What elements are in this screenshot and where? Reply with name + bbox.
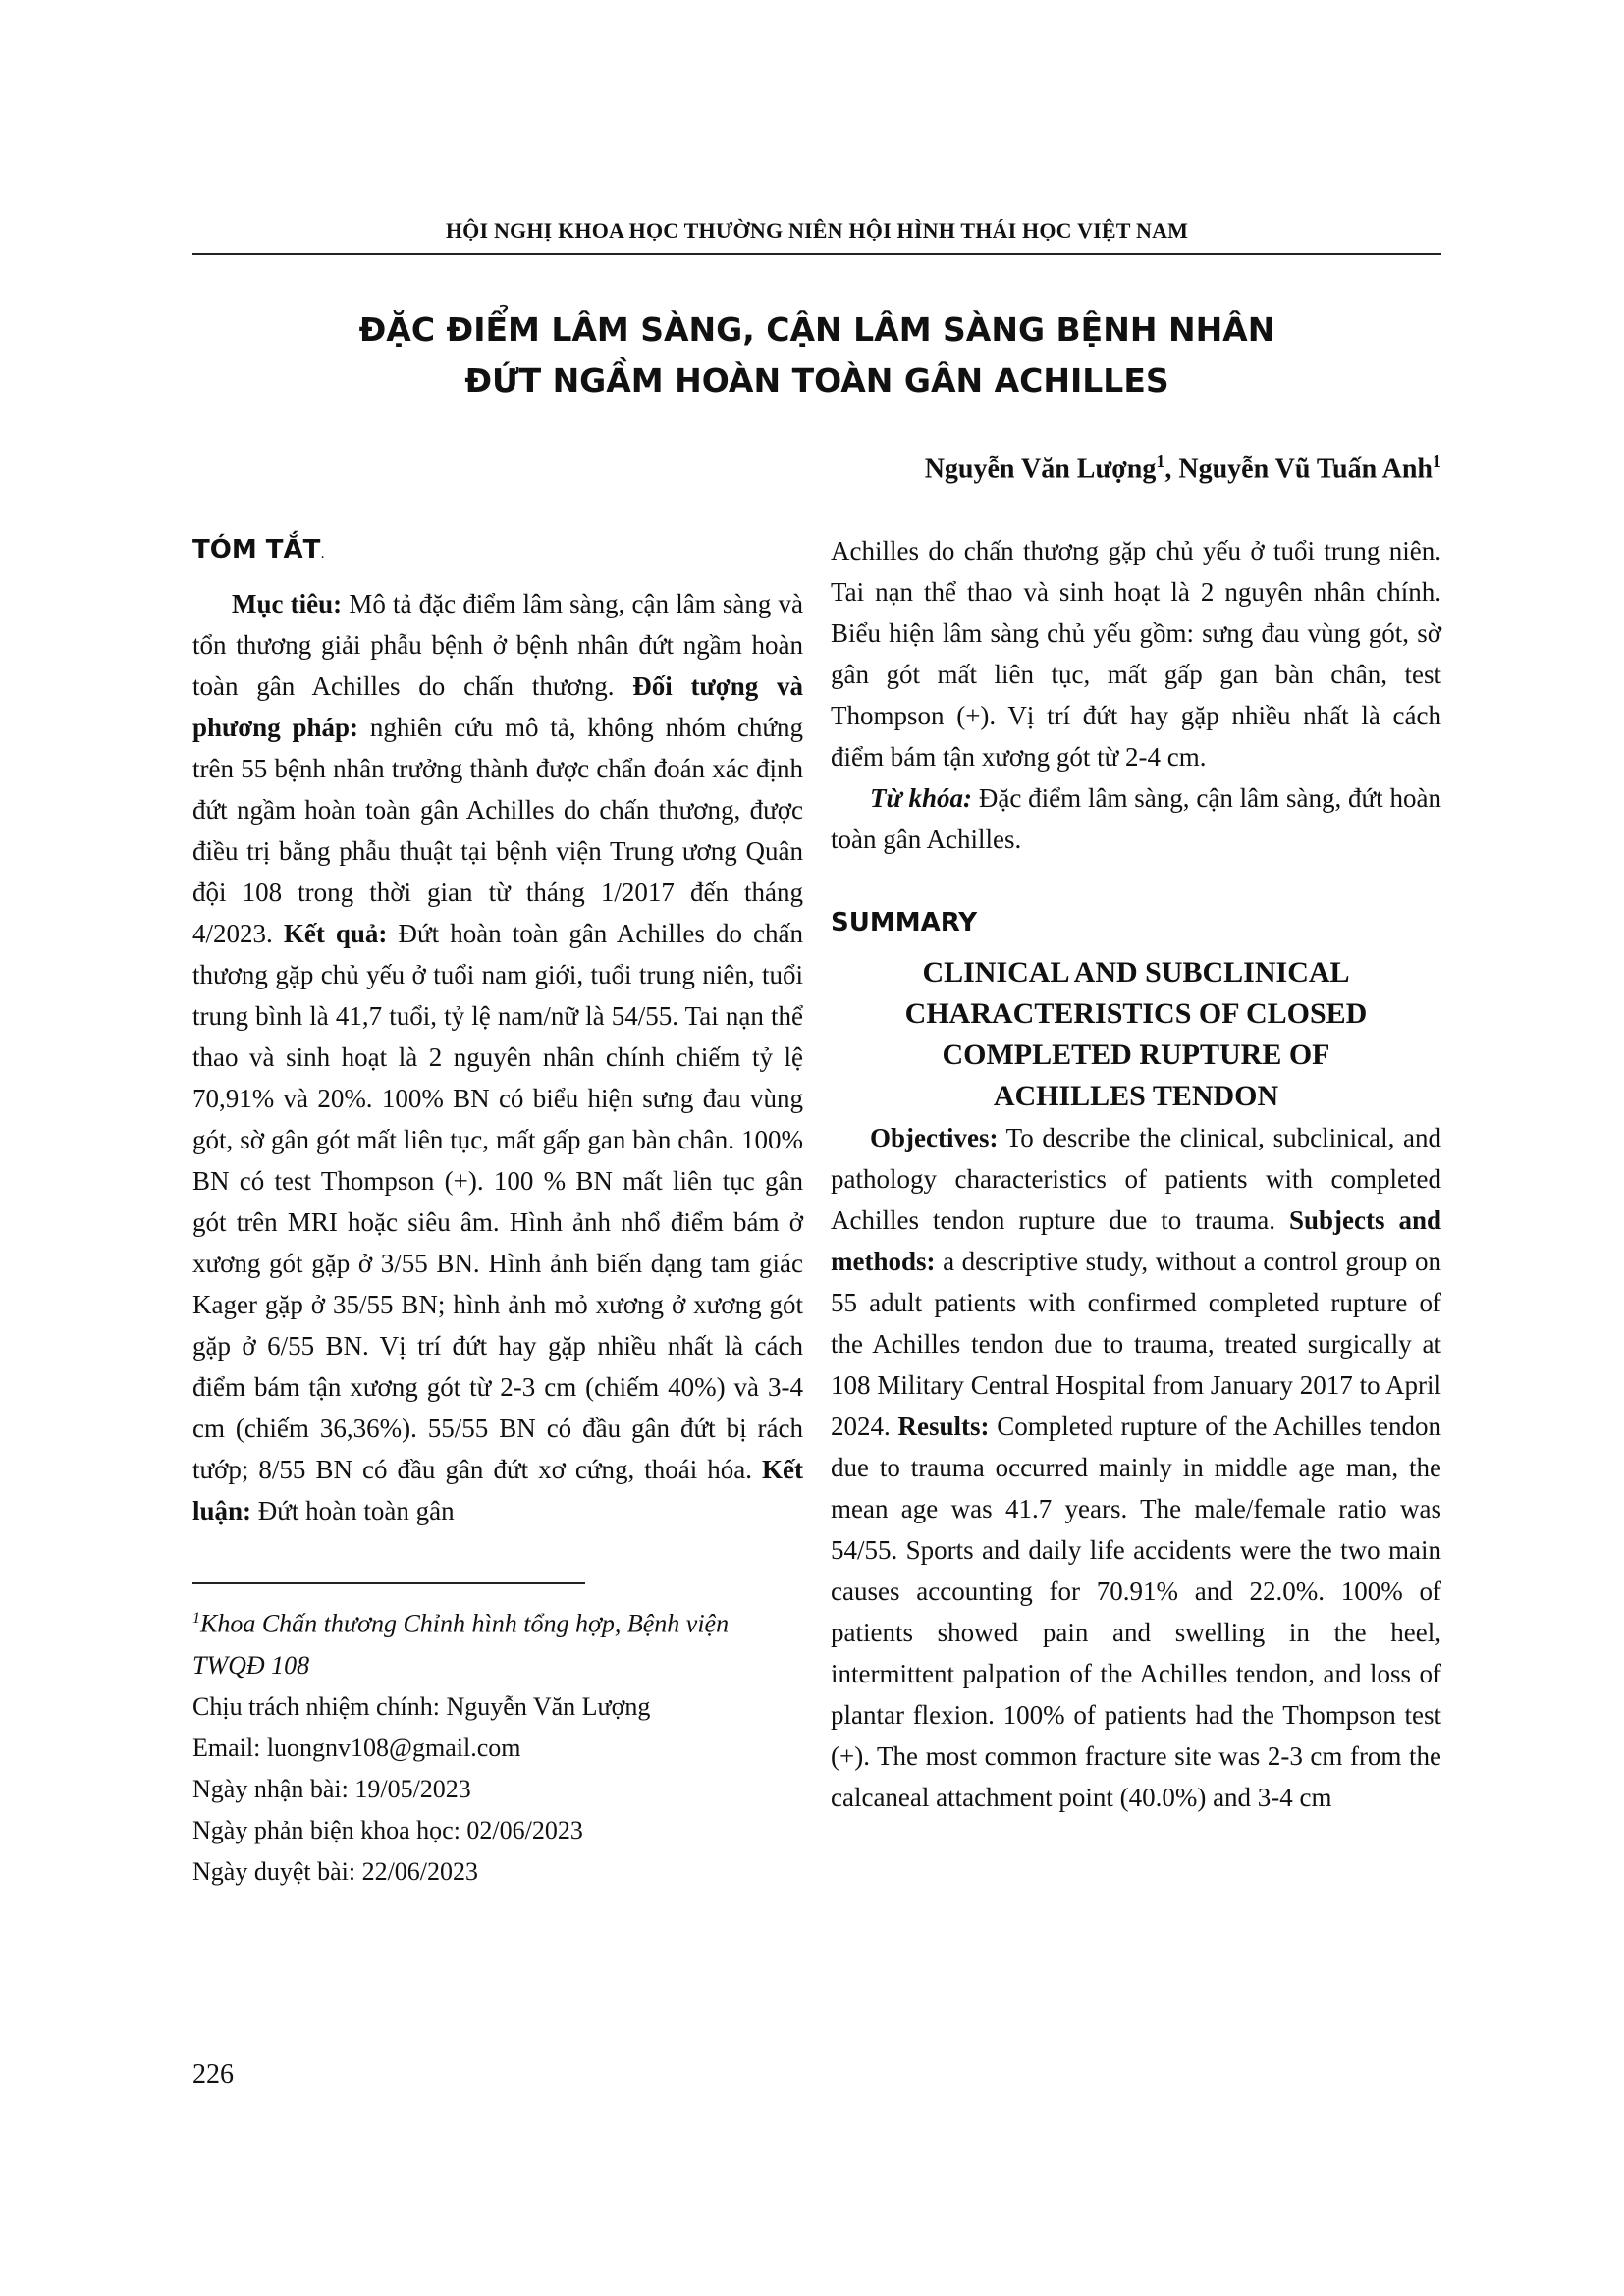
author-list bbox=[925, 452, 1441, 485]
results-text: Đứt hoàn toàn gân Achilles do chấn thương gặp chủ yếu ở tuổi nam giới, tuổi trung niên, tuổi trung bình là 41,7 tuổi, tỷ lệ nam/nữ là 54/55. Tai nạn thể thao và sinh hoạt là 2 nguyên nhân chính chiếm tỷ lệ 70,91% và 20%. 100% BN có biểu hiện sưng đau vùng gót, sờ gân gót mất liên tục, mất gấp gan bàn chân. 100% BN có test Thompson (+). 100 % BN mất liên tục gân gót trên MRI hoặc siêu âm. Hình ảnh nhổ điểm bám ở xương gót gặp ở 3/55 BN. Hình ảnh biến dạng tam giác Kager gặp ở 35/55 BN; hình ảnh mỏ xương ở xương gót gặp ở 6/55 BN. Vị trí đứt hay gặp nhiều nhất là cách điểm bám tận xương gót từ 2-3 cm (chiếm 40%) và 3-4 cm (chiếm 36,36%). 55/55 BN có đầu gân đứt bị rách tướp; 8/55 BN có đầu gân đứt xơ cứng, thoái hóa. bbox=[192, 919, 803, 1484]
objective-label: Mục tiêu: bbox=[232, 589, 343, 618]
footnote-rule bbox=[192, 1582, 585, 1584]
abstract-heading-dot: . bbox=[320, 546, 325, 561]
keywords bbox=[831, 777, 1441, 860]
running-header: HỘI NGHỊ KHOA HỌC THƯỜNG NIÊN HỘI HÌNH THÁI HỌC VIỆT NAM bbox=[445, 218, 1189, 242]
en-results-text: Completed rupture of the Achilles tendon due to trauma occurred mainly in middle age man, the mean age was 41.7 years. The male/female ratio was 54/55. Sports and daily life accidents were the two main causes accounting for 70.91% and 22.0%. 100% of patients showed pain and swelling in the heel, intermittent palpation of the Achilles tendon, and loss of plantar flexion. 100% of patients had the Thompson test (+). The most common fracture site was 2-3 cm from the calcaneal attachment point (40.0%) and 3-4 cm bbox=[831, 1412, 1441, 1812]
methods-label: Đối tượng và phương pháp: bbox=[192, 671, 803, 742]
affiliation-marker: 1 bbox=[192, 1610, 200, 1627]
conclusion-text-start: Đứt hoàn toàn gân bbox=[251, 1496, 455, 1525]
abstract-heading-text: TÓM TẮT bbox=[192, 535, 321, 564]
date-reviewed: Ngày phản biện khoa học: 02/06/2023 bbox=[192, 1815, 583, 1844]
results-label: Kết quả: bbox=[283, 919, 388, 948]
abstract-body bbox=[192, 583, 803, 1531]
right-column bbox=[831, 530, 1441, 1818]
conclusion-continued: Achilles do chấn thương gặp chủ yếu ở tuổi trung niên. Tai nạn thể thao và sinh hoạt là 2 nguyên nhân chính. Biểu hiện lâm sàng chủ yếu gồm: sưng đau vùng gót, sờ gân gót mất liên tục, mất gấp gan bàn chân, test Thompson (+). Vị trí đứt hay gặp nhiều nhất là cách điểm bám tận xương gót từ 2-4 cm. bbox=[831, 536, 1441, 772]
english-title bbox=[831, 952, 1441, 1117]
keywords-label: Từ khóa: bbox=[870, 783, 973, 813]
english-title-line-3: COMPLETED RUPTURE OF bbox=[942, 1039, 1330, 1071]
objective-text: Mô tả đặc điểm lâm sàng, cận lâm sàng và tổn thương giải phẫu bệnh ở bệnh nhân đứt ngầm hoàn toàn gân Achilles do chấn thương. bbox=[192, 589, 804, 701]
affiliation-text: Khoa Chấn thương Chỉnh hình tổng hợp, Bệnh viện TWQĐ 108 bbox=[192, 1609, 730, 1680]
objectives-label: Objectives: bbox=[870, 1123, 999, 1152]
subjects-methods-label: Subjects and methods: bbox=[831, 1205, 1441, 1276]
author-separator: , bbox=[1164, 454, 1179, 485]
affiliation-footnote bbox=[192, 1598, 803, 1686]
corresponding-author: Chịu trách nhiệm chính: Nguyễn Văn Lượng bbox=[192, 1691, 651, 1721]
title-line-1: ĐẶC ĐIỂM LÂM SÀNG, CẬN LÂM SÀNG BỆNH NHÂN bbox=[358, 310, 1275, 348]
date-received: Ngày nhận bài: 19/05/2023 bbox=[192, 1774, 471, 1803]
subjects-methods-text: a descriptive study, without a control group on 55 adult patients with confirmed completed rupture of the Achilles tendon due to trauma, treated surgically at 108 Military Central Hospital from January 2017 to April 2024. bbox=[831, 1247, 1441, 1441]
conclusion-label: Kết luận: bbox=[192, 1455, 803, 1525]
en-results-label: Results: bbox=[897, 1412, 990, 1441]
left-column bbox=[192, 530, 803, 1893]
summary-body bbox=[831, 1117, 1441, 1818]
paper-title bbox=[192, 304, 1441, 406]
header-rule bbox=[192, 253, 1441, 255]
english-title-line-2: CHARACTERISTICS OF CLOSED bbox=[904, 997, 1368, 1030]
abstract-heading bbox=[192, 530, 803, 573]
summary-heading: SUMMARY bbox=[831, 908, 978, 937]
date-accepted: Ngày duyệt bài: 22/06/2023 bbox=[192, 1856, 479, 1886]
page-number: 226 bbox=[192, 2059, 234, 2090]
keywords-text: Đặc điểm lâm sàng, cận lâm sàng, đứt hoàn toàn gân Achilles. bbox=[831, 783, 1441, 854]
author-1-affiliation: 1 bbox=[1156, 452, 1165, 471]
email: Email: luongnv108@gmail.com bbox=[192, 1733, 521, 1762]
objectives-text: To describe the clinical, subclinical, and pathology characteristics of patients with completed Achilles tendon rupture due to trauma. bbox=[831, 1123, 1441, 1235]
author-2: Nguyễn Vũ Tuấn Anh bbox=[1178, 454, 1433, 485]
methods-text: nghiên cứu mô tả, không nhóm chứng trên 55 bệnh nhân trưởng thành được chẩn đoán xác định đứt ngầm hoàn toàn gân Achilles do chấn thương, được điều trị bằng phẫu thuật tại bệnh viện Trung ương Quân đội 108 trong thời gian từ tháng 1/2017 đến tháng 4/2023. bbox=[192, 713, 803, 948]
title-line-2: ĐỨT NGẦM HOÀN TOÀN GÂN ACHILLES bbox=[464, 361, 1169, 400]
author-2-affiliation: 1 bbox=[1433, 452, 1441, 471]
author-1: Nguyễn Văn Lượng bbox=[924, 454, 1157, 485]
english-title-line-4: ACHILLES TENDON bbox=[993, 1080, 1279, 1112]
english-title-line-1: CLINICAL AND SUBCLINICAL bbox=[922, 956, 1350, 988]
